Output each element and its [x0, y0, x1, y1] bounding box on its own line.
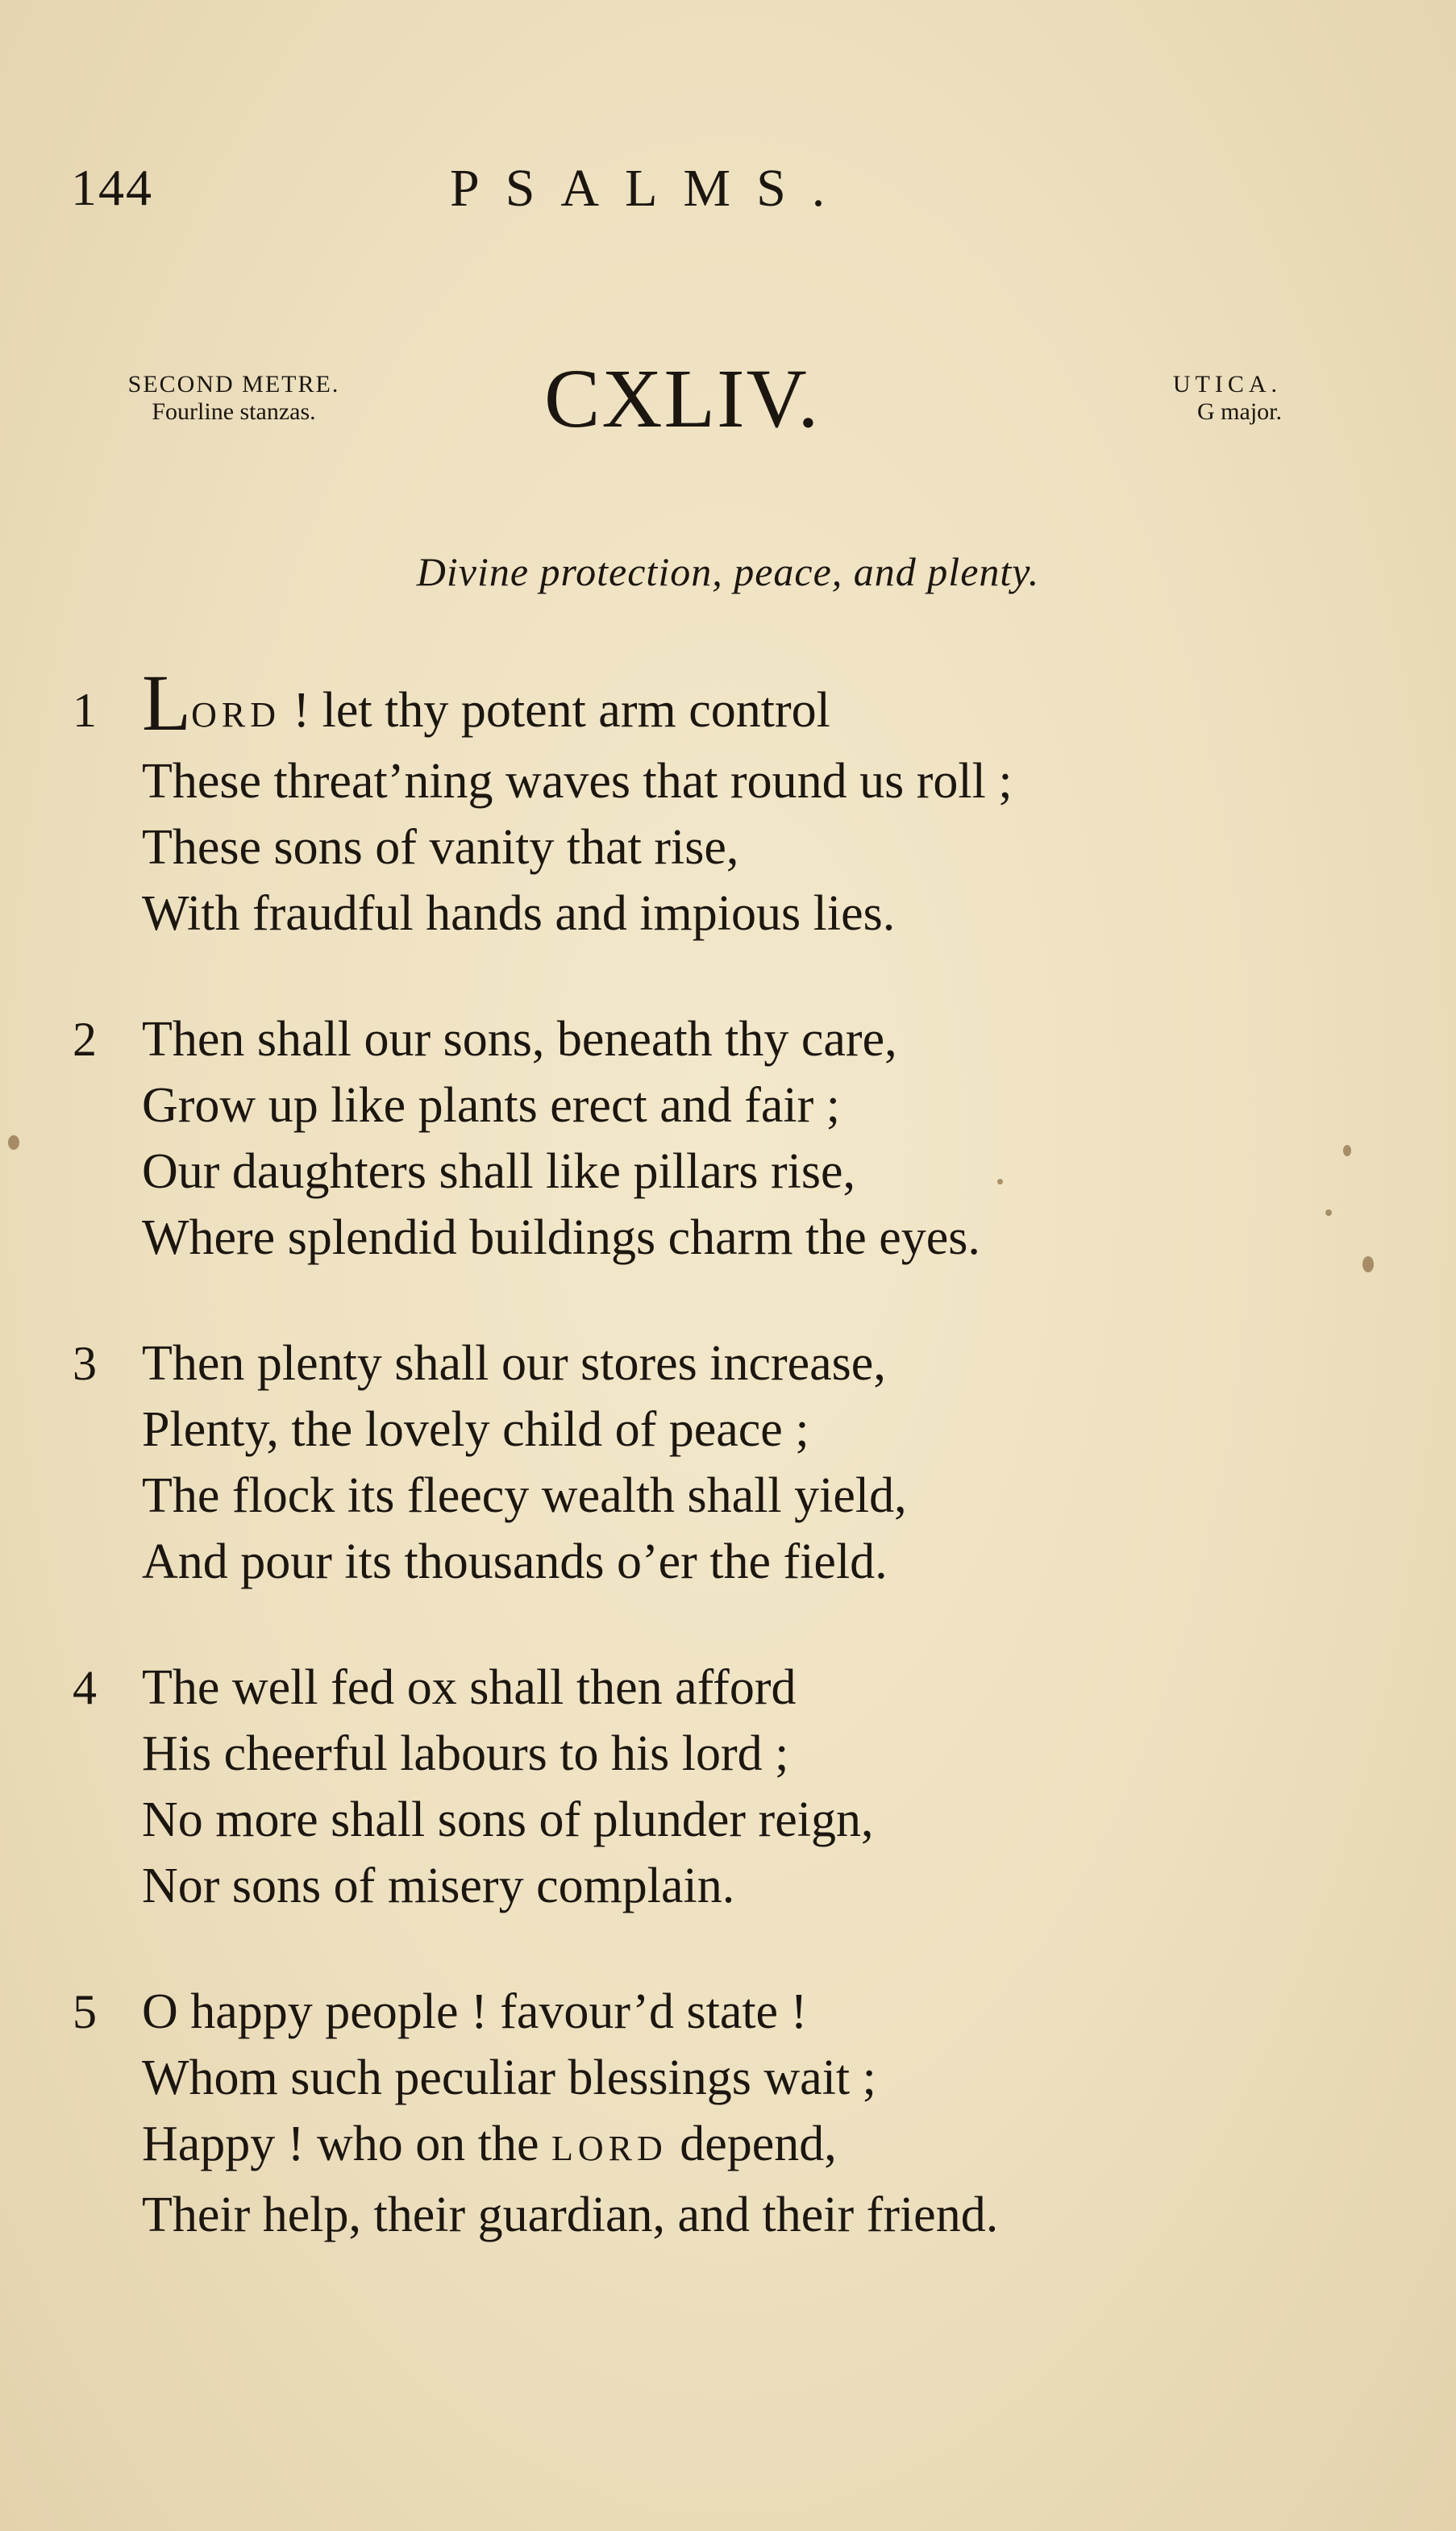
verse-line: Their help, their guardian, and their friend. — [142, 2188, 999, 2242]
verse-line — [73, 2111, 1282, 2182]
metre-label — [73, 371, 395, 426]
tune-label — [1173, 371, 1282, 426]
tune-sub: G major. — [1197, 398, 1282, 425]
verse-line: These threat’ning waves that round us roll ; — [142, 754, 1013, 809]
verse-line-rest: ! let thy potent arm control — [281, 683, 830, 738]
verse-line: These sons of vanity that rise, — [142, 820, 739, 875]
verse-line: Then plenty shall our stores increase, — [142, 1336, 886, 1391]
psalm-text — [73, 658, 1282, 2308]
verse-line: Plenty, the lovely child of peace ; — [142, 1402, 809, 1457]
verse-line — [73, 658, 1282, 748]
psalm-subtitle: Divine protection, peace, and plenty. — [416, 549, 1040, 594]
running-title: PSALMS. — [450, 159, 851, 218]
tune-main: UTICA. — [1172, 371, 1282, 398]
foxing-spot — [1325, 1209, 1332, 1216]
verse-line: The flock its fleecy wealth shall yield, — [142, 1468, 907, 1523]
stanza-number: 2 — [73, 1013, 97, 1066]
verse-line: Then shall our sons, beneath thy care, — [142, 1012, 897, 1067]
stanza-3 — [73, 1330, 1282, 1595]
verse-line: Our daughters shall like pillars rise, — [142, 1144, 856, 1199]
verse-line: Grow up like plants erect and fair ; — [142, 1078, 840, 1133]
verse-line: His cheerful labours to his lord ; — [142, 1726, 789, 1781]
verse-line: And pour its thousands o’er the field. — [142, 1534, 888, 1589]
stanza-4 — [73, 1655, 1282, 1919]
verse-line: O happy people ! favour’d state ! — [142, 1984, 808, 2039]
page-number: 144 — [71, 159, 153, 216]
page-header — [71, 158, 1319, 223]
stanza-number: 1 — [73, 684, 97, 737]
smallcaps-word: ORD — [191, 695, 281, 735]
smallcaps-word: LORD — [551, 2129, 668, 2168]
foxing-spot — [1362, 1256, 1374, 1272]
foxing-spot — [1343, 1145, 1351, 1156]
verse-line-end: depend, — [667, 2117, 837, 2171]
verse-line: The well fed ox shall then afford — [142, 1660, 797, 1715]
psalm-heading — [73, 352, 1282, 452]
stanza-1 — [73, 658, 1282, 947]
verse-line: Where splendid buildings charm the eyes. — [142, 1210, 980, 1265]
verse-line: With fraudful hands and impious lies. — [142, 886, 896, 941]
stanza-2 — [73, 1006, 1282, 1271]
metre-sub: Fourline stanzas. — [152, 398, 316, 425]
verse-line-start: Happy ! who on the — [142, 2117, 551, 2171]
verse-line: No more shall sons of plunder reign, — [142, 1792, 874, 1847]
drop-initial: L — [142, 658, 192, 747]
psalm-number: CXLIV. — [544, 352, 821, 445]
foxing-spot — [8, 1135, 19, 1150]
verse-line: Nor sons of misery complain. — [142, 1859, 735, 1913]
stanza-5 — [73, 1979, 1282, 2248]
stanza-number: 4 — [73, 1661, 97, 1714]
stanza-number: 3 — [73, 1337, 97, 1390]
verse-line: Whom such peculiar blessings wait ; — [142, 2050, 876, 2105]
stanza-number: 5 — [73, 1985, 97, 2038]
metre-main: SECOND METRE. — [127, 371, 340, 398]
